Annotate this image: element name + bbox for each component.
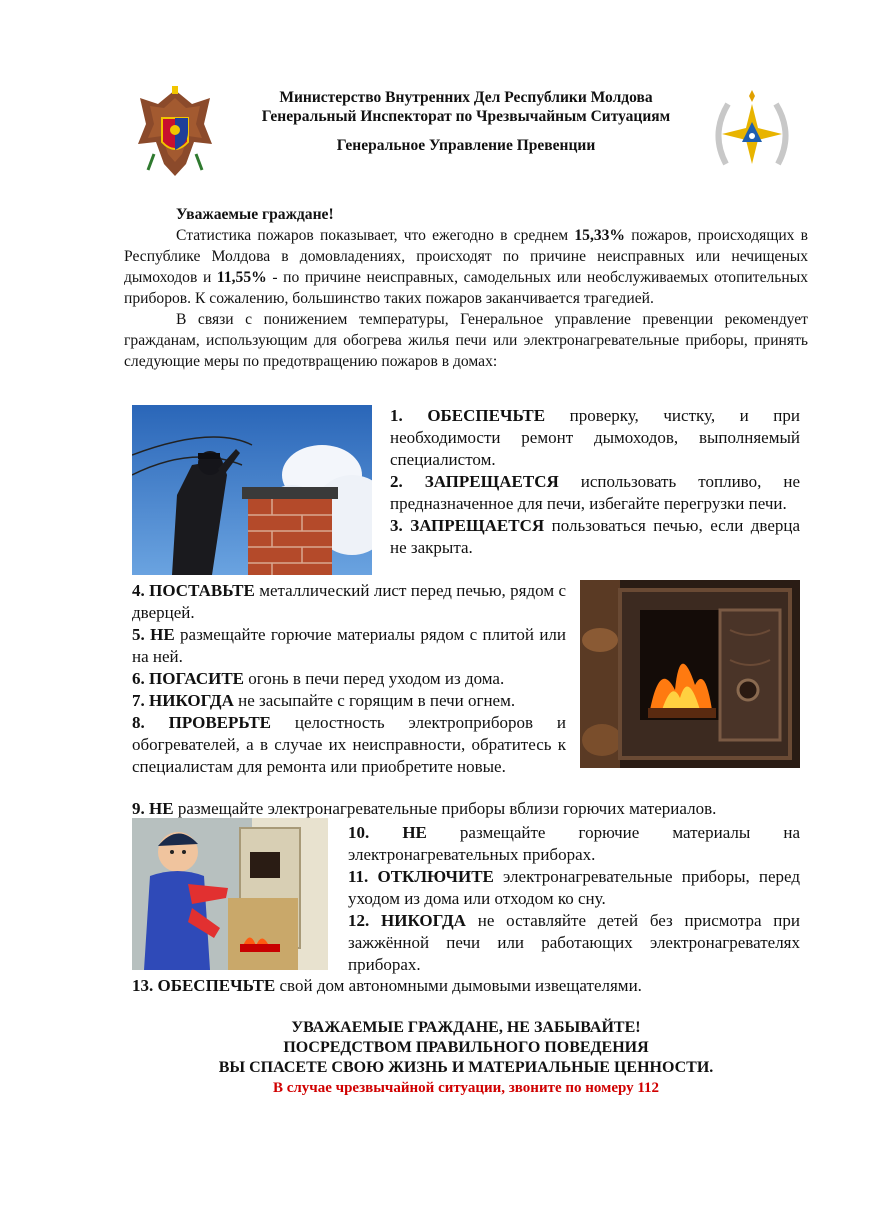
list-item: 9. НЕ размещайте электронагревательные приборы вблизи горючих материалов. xyxy=(132,799,717,818)
list-item: 10. НЕ размещайте горючие материалы на электронагревательных приборах. xyxy=(348,823,801,864)
stove-fire-photo xyxy=(580,580,800,768)
greeting: Уважаемые граждане! xyxy=(176,206,334,223)
list-item: 13. ОБЕСПЕЧЬТЕ свой дом автономными дымовыми извещателями. xyxy=(132,976,642,995)
prevention-title: Генеральное Управление Превенции xyxy=(336,137,596,154)
list-item: 7. НИКОГДА не засыпайте с горящим в печи огнем. xyxy=(132,691,516,710)
inspectorate-title: Генеральный Инспекторат по Чрезвычайным Ситуациям xyxy=(261,108,671,125)
ministry-title: Министерство Внутренних Дел Республики Молдова xyxy=(279,89,653,106)
emergency-number-line: В случае чрезвычайной ситуации, звоните по номеру 112 xyxy=(272,1080,660,1096)
stat-chimney-percent: 15,33% xyxy=(574,227,626,244)
chimney-sweep-photo xyxy=(132,405,372,575)
list-item: 6. ПОГАСИТЕ огонь в печи перед уходом из дома. xyxy=(132,669,505,688)
child-near-stove-photo xyxy=(132,818,328,970)
list-item: 2. ЗАПРЕЩАЕТСЯ использовать топливо, не предназначенное для печи, избегайте перегрузки печи. xyxy=(390,472,801,513)
list-item: 11. ОТКЛЮЧИТЕ электронагревательные приборы, перед уходом из дома или отходом ко сну. xyxy=(348,867,801,908)
recommendation-paragraph: В связи с понижением температуры, Генеральное управление превенции рекомендует гражданам, использующим для обогрева жилья печи или электронагревательные приборы, принять следующие меры по предотвращению пожаров в домах: xyxy=(124,311,808,370)
stat-heater-percent: 11,55% xyxy=(216,269,267,286)
statistics-paragraph: Статистика пожаров показывает, что ежегодно в среднем 15,33% пожаров, происходящих в Республике Молдова в домовладениях, происходят по причине неисправных или нечищеных дымоходов и 11,55% - по причине неисправных, самодельных или необслуживаемых отопительных приборов. К сожалению, большинство таких пожаров заканчивается трагедией. xyxy=(124,227,809,307)
list-item: 12. НИКОГДА не оставляйте детей без присмотра при зажжённой печи или работающих электронагревателях приборах. xyxy=(348,911,800,974)
list-item: 8. ПРОВЕРЬТЕ целостность электроприборов и обогревателей, а в случае их неисправности, обратитесь к специалистам для ремонта или приобретите новые. xyxy=(132,713,566,776)
outro-line-3: ВЫ СПАСЕТЕ СВОЮ ЖИЗНЬ И МАТЕРИАЛЬНЫЕ ЦЕННОСТИ. xyxy=(218,1059,714,1076)
list-item: 3. ЗАПРЕЩАЕТСЯ пользоваться печью, если дверца не закрыта. xyxy=(390,516,801,557)
outro-line-1: УВАЖАЕМЫЕ ГРАЖДАНЕ, НЕ ЗАБЫВАЙТЕ! xyxy=(291,1019,641,1036)
emergency-star-emblem-icon xyxy=(706,84,798,180)
list-item: 4. ПОСТАВЬТЕ металлический лист перед печью, рядом с дверцей. xyxy=(132,581,567,622)
list-item: 1. ОБЕСПЕЧЬТЕ проверку, чистку, и при необходимости ремонт дымоходов, выполняемый специалистом. xyxy=(390,406,801,469)
list-item: 5. НЕ размещайте горючие материалы рядом с плитой или на ней. xyxy=(132,625,567,666)
outro-line-2: ПОСРЕДСТВОМ ПРАВИЛЬНОГО ПОВЕДЕНИЯ xyxy=(283,1039,649,1056)
